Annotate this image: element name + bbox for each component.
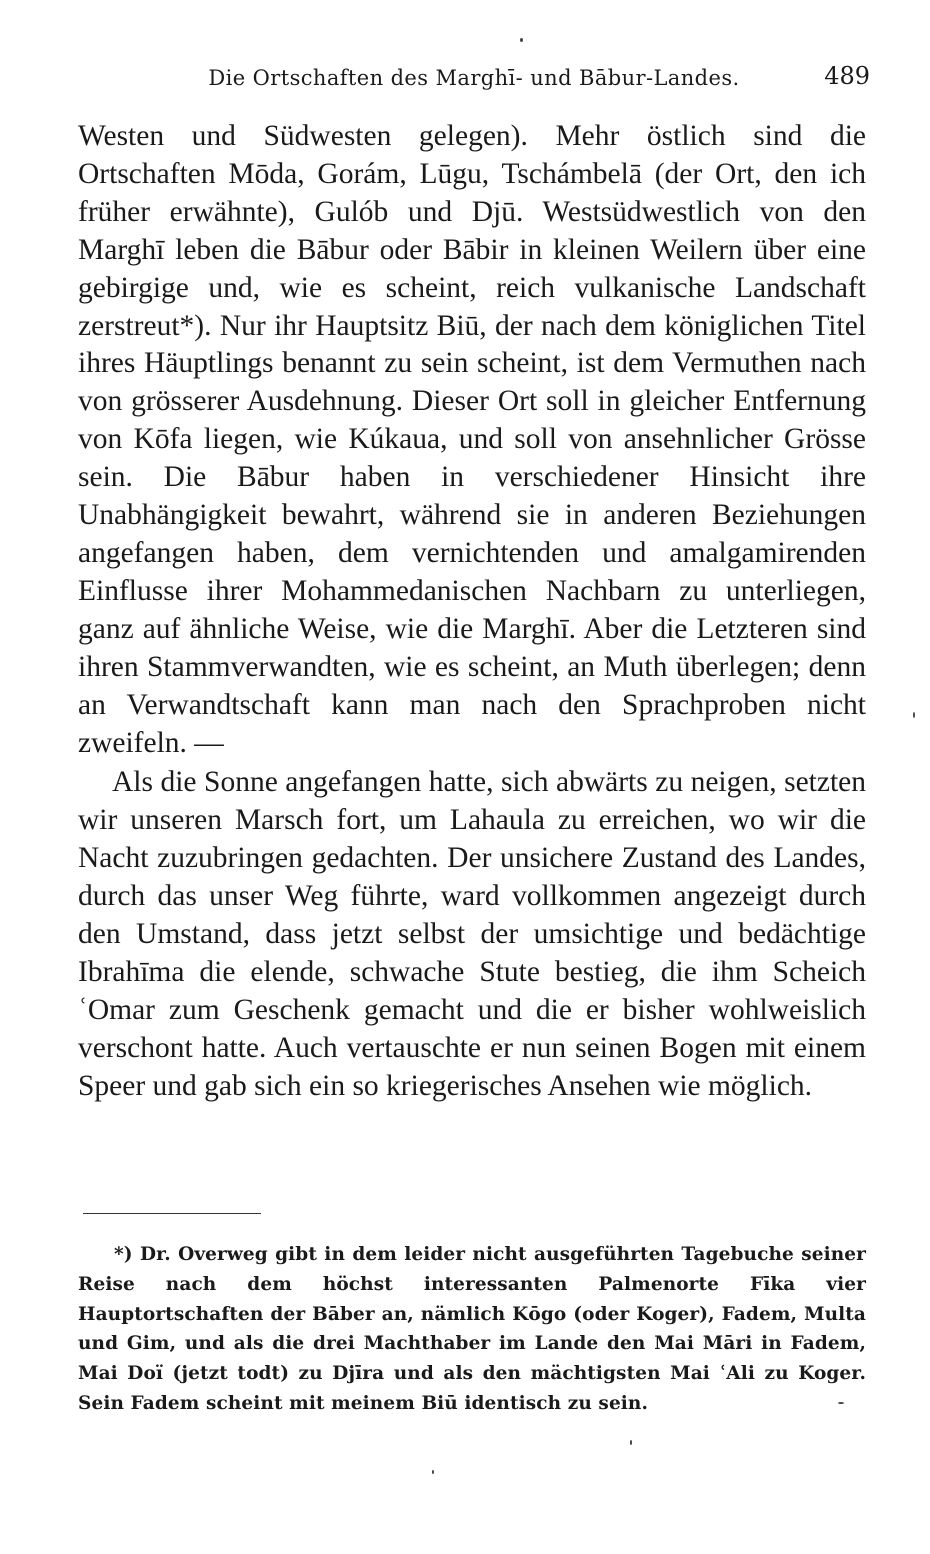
print-speck: [630, 1440, 632, 1445]
print-speck: [520, 38, 523, 42]
print-speck: [432, 1470, 434, 1474]
footnote-text: *) Dr. Overweg gibt in dem leider nicht ausgeführten Tagebuche seiner Reise nach dem höchst interessanten Palmenorte Fīka vier Hauptortschaften der Bāber an, nämlich Kōgo (oder Koger), Fadem, Multa und Gim, und als die drei Machthaber im Lande den Mai Māri in Fadem, Mai Doï (jetzt todt) zu Djīra und als den mächtigsten Mai ʿAli zu Koger. Sein Fadem scheint mit meinem Biū identisch zu sein.: [78, 1244, 866, 1414]
print-speck: [913, 712, 915, 718]
main-text: [78, 118, 866, 1106]
footnote-divider: [83, 1213, 261, 1214]
footnote: [78, 1240, 866, 1419]
page-header: [78, 60, 870, 100]
running-title: Die Ortschaften des Marghī- und Bābur-Landes.: [208, 66, 740, 90]
page-number: 489: [824, 62, 870, 90]
paragraph-march: Als die Sonne angefangen hatte, sich abwärts zu neigen, setzten wir unseren Marsch fort, um Lahaula zu erreichen, wo wir die Nacht zuzubringen gedachten. Der unsichere Zustand des Landes, durch das unser Weg führte, ward vollkommen angezeigt durch den Umstand, dass jetzt selbst der umsichtige und bedächtige Ibrahīma die elende, schwache Stute bestieg, die ihm Scheich ʿOmar zum Geschenk gemacht und die er bisher wohlweislich verschont hatte. Auch vertauschte er nun seinen Bogen mit einem Speer und gab sich ein so kriegerisches Ansehen wie möglich.: [78, 766, 866, 1102]
paragraph-continued: Westen und Südwesten gelegen). Mehr östlich sind die Ortschaften Mōda, Gorám, Lūgu, Tschámbelā (der Ort, den ich früher erwähnte), Gulób und Djū. Westsüdwestlich von den Marghī leben die Bābur oder Bābir in kleinen Weilern über eine gebirgige und, wie es scheint, reich vulkanische Landschaft zerstreut*). Nur ihr Hauptsitz Biū, der nach dem königlichen Titel ihres Häuptlings benannt zu sein scheint, ist dem Vermuthen nach von grösserer Ausdehnung. Dieser Ort soll in gleicher Entfernung von Kōfa liegen, wie Kúkaua, und soll von ansehnlicher Grösse sein. Die Bābur haben in verschiedener Hinsicht ihre Unabhängigkeit bewahrt, während sie in anderen Beziehungen angefangen haben, dem vernichtenden und amalgamirenden Einflusse ihrer Mohammedanischen Nachbarn zu unterliegen, ganz auf ähnliche Weise, wie die Marghī. Aber die Letzteren sind ihren Stammverwandten, wie es scheint, an Muth überlegen; denn an Verwandtschaft kann man nach den Sprachproben nicht zweifeln. —: [78, 120, 866, 759]
print-speck: [838, 1402, 844, 1404]
